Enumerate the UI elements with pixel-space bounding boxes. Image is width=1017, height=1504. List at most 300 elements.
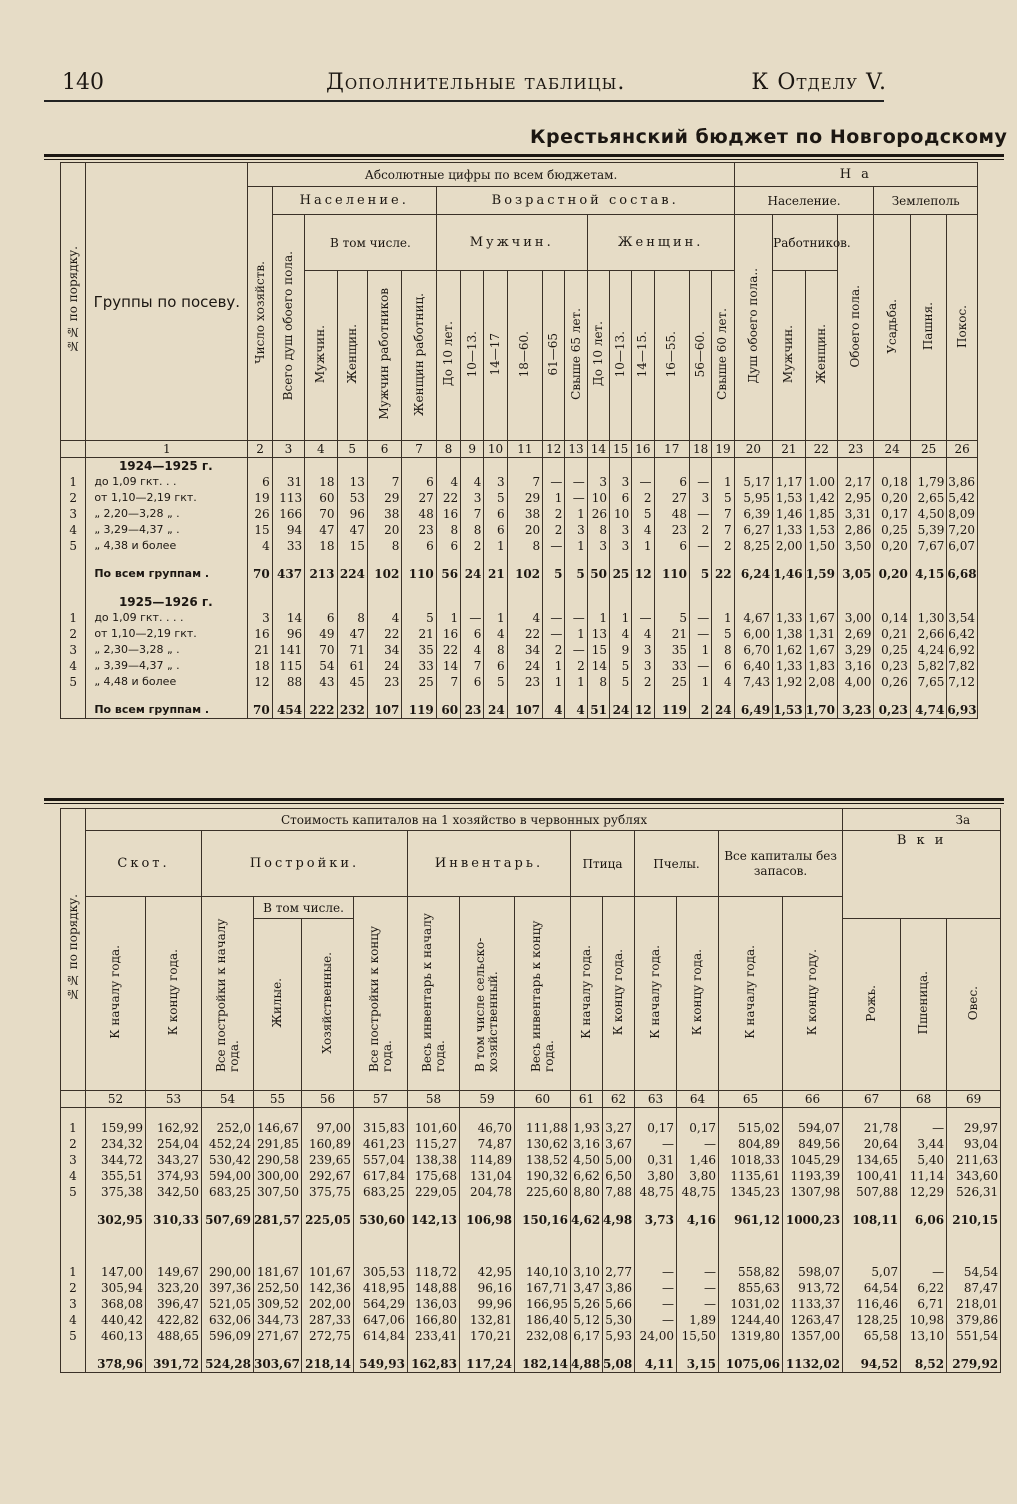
spacer-cell bbox=[408, 1200, 460, 1212]
row-number: 5 bbox=[61, 1184, 86, 1200]
data-cell: — bbox=[677, 1296, 719, 1312]
column-number: 20 bbox=[734, 441, 772, 458]
page-number: 140 bbox=[62, 70, 104, 95]
spacer-cell bbox=[719, 1344, 783, 1356]
data-cell: 1,93 bbox=[571, 1120, 603, 1136]
data-cell: 3,31 bbox=[837, 506, 873, 522]
data-cell: 6,00 bbox=[734, 626, 772, 642]
data-cell: 4,67 bbox=[734, 610, 772, 626]
blank-cell bbox=[609, 594, 631, 610]
data-cell: 14 bbox=[272, 610, 304, 626]
data-cell: 22 bbox=[507, 626, 542, 642]
data-cell: 5 bbox=[654, 610, 689, 626]
data-cell: 2 bbox=[461, 538, 484, 554]
separator-rule-thin bbox=[44, 803, 1004, 804]
data-cell: — bbox=[635, 1296, 677, 1312]
total-cell: 24 bbox=[461, 566, 484, 582]
data-cell: 1045,29 bbox=[783, 1152, 843, 1168]
column-number: 2 bbox=[248, 441, 272, 458]
data-cell: 271,67 bbox=[254, 1328, 302, 1344]
data-cell: 1 bbox=[632, 538, 654, 554]
data-cell: 140,10 bbox=[515, 1264, 571, 1280]
data-cell: 204,78 bbox=[460, 1184, 515, 1200]
blank-cell bbox=[337, 594, 367, 610]
row-number: 1 bbox=[61, 474, 86, 490]
data-cell: 8 bbox=[712, 642, 734, 658]
data-cell: 21,78 bbox=[843, 1120, 901, 1136]
spacer-cell bbox=[805, 582, 837, 594]
spacer-cell bbox=[515, 1228, 571, 1240]
spacer-cell bbox=[461, 582, 484, 594]
column-number: 56 bbox=[302, 1091, 354, 1108]
data-cell: — bbox=[690, 506, 712, 522]
spacer-cell bbox=[354, 1252, 408, 1264]
spacer-cell bbox=[901, 1200, 947, 1212]
row-number: 3 bbox=[61, 1152, 86, 1168]
table-row bbox=[61, 506, 978, 522]
data-cell: 35 bbox=[402, 642, 436, 658]
spacer-cell bbox=[272, 554, 304, 566]
data-cell: 5 bbox=[609, 658, 631, 674]
table-row bbox=[61, 1264, 1001, 1280]
data-cell: — bbox=[677, 1280, 719, 1296]
data-cell: 804,89 bbox=[719, 1136, 783, 1152]
data-cell: 114,89 bbox=[460, 1152, 515, 1168]
column-number: 15 bbox=[609, 441, 631, 458]
spacer-cell bbox=[783, 1240, 843, 1252]
data-cell: 70 bbox=[305, 642, 337, 658]
column-number: 16 bbox=[632, 441, 654, 458]
spacer-cell bbox=[146, 1252, 202, 1264]
spacer-cell bbox=[484, 554, 507, 566]
data-cell: 849,56 bbox=[783, 1136, 843, 1152]
spacer-cell bbox=[86, 1240, 146, 1252]
spacer-cell bbox=[603, 1108, 635, 1121]
col-header-15: 14—15. bbox=[632, 271, 654, 441]
data-cell: 116,46 bbox=[843, 1296, 901, 1312]
right-header: Н а bbox=[734, 163, 977, 187]
data-cell: 8 bbox=[461, 522, 484, 538]
data-cell: 8,25 bbox=[734, 538, 772, 554]
column-number: 17 bbox=[654, 441, 689, 458]
row-number: 3 bbox=[61, 506, 86, 522]
row-number bbox=[61, 458, 86, 475]
data-cell: 355,51 bbox=[86, 1168, 146, 1184]
total-cell: 24 bbox=[484, 702, 507, 719]
spacer-cell bbox=[632, 690, 654, 702]
data-cell: 7 bbox=[367, 474, 401, 490]
total-cell: 1,46 bbox=[773, 566, 805, 582]
spacer-row bbox=[61, 1108, 1001, 1121]
spacer-cell bbox=[515, 1108, 571, 1121]
all-capital-header: Все капиталы без запасов. bbox=[719, 831, 843, 897]
data-cell: 1 bbox=[690, 674, 712, 690]
data-cell: 855,63 bbox=[719, 1280, 783, 1296]
column-number: 25 bbox=[910, 441, 946, 458]
spacer-cell bbox=[408, 1108, 460, 1121]
bcol-header-17: Пшеница. bbox=[901, 919, 947, 1091]
group-label: „ 2,30—3,28 „ . bbox=[86, 642, 248, 658]
data-cell: 64,54 bbox=[843, 1280, 901, 1296]
total-cell: 1000,23 bbox=[783, 1212, 843, 1228]
spacer-cell bbox=[654, 690, 689, 702]
men-header: Мужчин. bbox=[436, 215, 587, 271]
spacer-cell bbox=[603, 1344, 635, 1356]
spacer-cell bbox=[565, 554, 587, 566]
column-number: 65 bbox=[719, 1091, 783, 1108]
data-cell: 3 bbox=[565, 522, 587, 538]
cost-header: Стоимость капиталов на 1 хозяйство в червонных рублях bbox=[86, 809, 843, 831]
spacer-cell bbox=[947, 1344, 1001, 1356]
data-cell: 71 bbox=[337, 642, 367, 658]
data-cell: 22 bbox=[436, 490, 460, 506]
data-cell: 3 bbox=[587, 538, 609, 554]
data-cell: 2,66 bbox=[910, 626, 946, 642]
blank-cell bbox=[690, 594, 712, 610]
data-cell: 46,70 bbox=[460, 1120, 515, 1136]
data-cell: 3 bbox=[587, 474, 609, 490]
data-cell: 23 bbox=[402, 522, 436, 538]
spacer-cell bbox=[86, 582, 248, 594]
column-number: 58 bbox=[408, 1091, 460, 1108]
data-cell: 2,95 bbox=[837, 490, 873, 506]
data-cell: 24 bbox=[507, 658, 542, 674]
spacer-cell bbox=[783, 1108, 843, 1121]
total-cell: 454 bbox=[272, 702, 304, 719]
spacer-cell bbox=[947, 1108, 1001, 1121]
column-number: 26 bbox=[947, 441, 978, 458]
data-cell: 344,73 bbox=[254, 1312, 302, 1328]
data-cell: 16 bbox=[436, 506, 460, 522]
spacer-cell bbox=[677, 1108, 719, 1121]
row-number: 1 bbox=[61, 1264, 86, 1280]
data-cell: 48,75 bbox=[635, 1184, 677, 1200]
total-cell: 530,60 bbox=[354, 1212, 408, 1228]
data-cell: 134,65 bbox=[843, 1152, 901, 1168]
spacer-cell bbox=[837, 582, 873, 594]
data-cell: 460,13 bbox=[86, 1328, 146, 1344]
blank-cell bbox=[436, 594, 460, 610]
data-cell: 343,60 bbox=[947, 1168, 1001, 1184]
table-row bbox=[61, 1328, 1001, 1344]
data-cell: 99,96 bbox=[460, 1296, 515, 1312]
data-cell: 5 bbox=[402, 610, 436, 626]
blank-cell bbox=[910, 594, 946, 610]
blank-cell bbox=[461, 594, 484, 610]
blank-cell bbox=[874, 594, 910, 610]
total-cell: 4,98 bbox=[603, 1212, 635, 1228]
total-cell: 1,59 bbox=[805, 566, 837, 582]
data-cell: 1 bbox=[484, 538, 507, 554]
bottom-table bbox=[60, 808, 1001, 1373]
data-cell: 3,50 bbox=[837, 538, 873, 554]
total-cell: 4 bbox=[543, 702, 565, 719]
col-header-25: Покос. bbox=[947, 215, 978, 441]
spacer-cell bbox=[901, 1252, 947, 1264]
data-cell: 3 bbox=[632, 642, 654, 658]
row-number: 4 bbox=[61, 1168, 86, 1184]
data-cell: 18 bbox=[305, 474, 337, 490]
total-cell: 6,24 bbox=[734, 566, 772, 582]
col-header-19: Душ обоего пола.. bbox=[734, 215, 772, 441]
spacer-cell bbox=[515, 1252, 571, 1264]
total-row bbox=[61, 702, 978, 719]
blank-cell bbox=[805, 594, 837, 610]
data-cell: 3,86 bbox=[947, 474, 978, 490]
col-header-4: Женщин. bbox=[337, 271, 367, 441]
data-cell: 128,25 bbox=[843, 1312, 901, 1328]
spacer-cell bbox=[254, 1344, 302, 1356]
column-number: 63 bbox=[635, 1091, 677, 1108]
col-header-21: Женщин. bbox=[805, 271, 837, 441]
data-cell: 1 bbox=[436, 610, 460, 626]
data-cell: 558,82 bbox=[719, 1264, 783, 1280]
spacer-cell bbox=[609, 554, 631, 566]
total-cell: 302,95 bbox=[86, 1212, 146, 1228]
data-cell: 23 bbox=[367, 674, 401, 690]
data-cell: 291,85 bbox=[254, 1136, 302, 1152]
column-number: 6 bbox=[367, 441, 401, 458]
data-cell: 3 bbox=[248, 610, 272, 626]
bcol-header-14: К началу года. bbox=[719, 897, 783, 1091]
spacer-cell bbox=[843, 1108, 901, 1121]
row-number: 2 bbox=[61, 1280, 86, 1296]
data-cell: 23 bbox=[654, 522, 689, 538]
col-header-7: До 10 лет. bbox=[436, 271, 460, 441]
data-cell: 16 bbox=[248, 626, 272, 642]
data-cell: 305,53 bbox=[354, 1264, 408, 1280]
spacer-cell bbox=[654, 554, 689, 566]
data-cell: 1,89 bbox=[677, 1312, 719, 1328]
total-cell: 119 bbox=[654, 702, 689, 719]
spacer-cell bbox=[354, 1108, 408, 1121]
row-no-header: №№ по порядку. bbox=[61, 809, 86, 1091]
spacer-cell bbox=[910, 582, 946, 594]
spacer-cell bbox=[712, 554, 734, 566]
data-cell: 5 bbox=[632, 506, 654, 522]
data-cell: 45 bbox=[337, 674, 367, 690]
data-cell: 13,10 bbox=[901, 1328, 947, 1344]
column-number: 9 bbox=[461, 441, 484, 458]
spacer-cell bbox=[460, 1240, 515, 1252]
data-cell: 1,62 bbox=[773, 642, 805, 658]
total-cell: 225,05 bbox=[302, 1212, 354, 1228]
bcol-header-13: К концу года. bbox=[677, 897, 719, 1091]
row-number: 4 bbox=[61, 658, 86, 674]
header-rule bbox=[44, 100, 884, 102]
data-cell: 0,17 bbox=[874, 506, 910, 522]
spacer-cell bbox=[603, 1200, 635, 1212]
spacer-cell bbox=[843, 1252, 901, 1264]
total-cell: 119 bbox=[402, 702, 436, 719]
row-number: 2 bbox=[61, 1136, 86, 1152]
data-cell: 20 bbox=[507, 522, 542, 538]
total-cell: 106,98 bbox=[460, 1212, 515, 1228]
data-cell: — bbox=[690, 610, 712, 626]
spacer-cell bbox=[603, 1228, 635, 1240]
bcol-header-9: Весь инвентарь к концу года. bbox=[515, 897, 571, 1091]
data-cell: 6 bbox=[305, 610, 337, 626]
total-cell: 110 bbox=[402, 566, 436, 582]
data-cell: 65,58 bbox=[843, 1328, 901, 1344]
blank-cell bbox=[837, 458, 873, 475]
data-cell: — bbox=[901, 1264, 947, 1280]
blank-cell bbox=[690, 458, 712, 475]
age-header: Возрастной состав. bbox=[436, 187, 734, 215]
data-cell: 1,17 bbox=[773, 474, 805, 490]
total-cell: 224 bbox=[337, 566, 367, 582]
data-cell: — bbox=[690, 538, 712, 554]
total-cell: 3,73 bbox=[635, 1212, 677, 1228]
data-cell: 13 bbox=[337, 474, 367, 490]
data-cell: 15 bbox=[337, 538, 367, 554]
data-cell: 2 bbox=[690, 522, 712, 538]
spacer-cell bbox=[254, 1200, 302, 1212]
table-row bbox=[61, 538, 978, 554]
data-cell: 1031,02 bbox=[719, 1296, 783, 1312]
data-cell: 2 bbox=[543, 522, 565, 538]
data-cell: 7,88 bbox=[603, 1184, 635, 1200]
data-cell: 130,62 bbox=[515, 1136, 571, 1152]
total-cell: 281,57 bbox=[254, 1213, 300, 1227]
blank-cell bbox=[874, 458, 910, 475]
data-cell: 1307,98 bbox=[783, 1184, 843, 1200]
data-cell: 4,50 bbox=[910, 506, 946, 522]
spacer-cell bbox=[719, 1200, 783, 1212]
data-cell: 2,86 bbox=[837, 522, 873, 538]
data-cell: 70 bbox=[305, 506, 337, 522]
data-cell: 6,70 bbox=[734, 642, 772, 658]
data-cell: — bbox=[901, 1120, 947, 1136]
spacer-cell bbox=[408, 1240, 460, 1252]
data-cell: 166,95 bbox=[515, 1296, 571, 1312]
spacer-cell bbox=[461, 690, 484, 702]
data-cell: 11,14 bbox=[901, 1168, 947, 1184]
data-cell: 233,41 bbox=[408, 1328, 460, 1344]
data-cell: 7,67 bbox=[910, 538, 946, 554]
col-header-20: Мужчин. bbox=[773, 271, 805, 441]
data-cell: — bbox=[565, 490, 587, 506]
spacer-cell bbox=[635, 1108, 677, 1121]
data-cell: 0,26 bbox=[874, 674, 910, 690]
bcol-header-4: Жилые. bbox=[254, 919, 302, 1091]
column-number: 7 bbox=[402, 441, 436, 458]
data-cell: 29,97 bbox=[947, 1120, 1001, 1136]
data-cell: 9 bbox=[609, 642, 631, 658]
data-cell: 7,20 bbox=[947, 522, 978, 538]
data-cell: 594,07 bbox=[783, 1120, 843, 1136]
col-header-6: Женщин работниц. bbox=[402, 271, 436, 441]
title-rule-thin bbox=[44, 159, 1004, 160]
spacer-row bbox=[61, 1240, 1001, 1252]
data-cell: 10 bbox=[609, 506, 631, 522]
spacer-cell bbox=[460, 1252, 515, 1264]
total-cell: 391,72 bbox=[146, 1356, 202, 1373]
group-label: от 1,10—2,19 гкт. bbox=[86, 626, 248, 642]
spacer-cell bbox=[86, 1228, 146, 1240]
spacer-cell bbox=[565, 582, 587, 594]
data-cell: 229,05 bbox=[408, 1184, 460, 1200]
spacer-cell bbox=[874, 690, 910, 702]
spacer-cell bbox=[202, 1228, 254, 1240]
data-cell: 507,88 bbox=[843, 1184, 901, 1200]
spacer-cell bbox=[254, 1108, 302, 1121]
data-cell: 2 bbox=[543, 506, 565, 522]
spacer-cell bbox=[565, 690, 587, 702]
total-cell: 378,96 bbox=[86, 1356, 146, 1373]
total-cell: 279,92 bbox=[947, 1356, 1001, 1373]
blank-cell bbox=[305, 594, 337, 610]
data-cell: 3,54 bbox=[947, 610, 978, 626]
group-label: „ 2,20—3,28 „ . bbox=[86, 506, 248, 522]
data-cell: 3,80 bbox=[677, 1168, 719, 1184]
data-cell: 1 bbox=[484, 610, 507, 626]
spacer-cell bbox=[837, 554, 873, 566]
data-cell: 162,92 bbox=[146, 1120, 202, 1136]
data-cell: 24 bbox=[367, 658, 401, 674]
data-cell: 8 bbox=[507, 538, 542, 554]
data-cell: 87,47 bbox=[947, 1280, 1001, 1296]
spacer-cell bbox=[146, 1228, 202, 1240]
data-cell: 3,47 bbox=[571, 1280, 603, 1296]
data-cell: 138,52 bbox=[515, 1152, 571, 1168]
data-cell: 4,00 bbox=[837, 674, 873, 690]
data-cell: 4 bbox=[609, 626, 631, 642]
spacer-cell bbox=[302, 1200, 354, 1212]
data-cell: 29 bbox=[367, 490, 401, 506]
spacer-cell bbox=[843, 1240, 901, 1252]
spacer-cell bbox=[202, 1344, 254, 1356]
column-number: 22 bbox=[805, 441, 837, 458]
data-cell: 101,67 bbox=[302, 1264, 354, 1280]
data-cell: 1 bbox=[565, 538, 587, 554]
data-cell: 8,09 bbox=[947, 506, 978, 522]
total-row bbox=[61, 566, 978, 582]
women-header: Женщин. bbox=[587, 215, 734, 271]
data-cell: 2 bbox=[632, 674, 654, 690]
data-cell: 61 bbox=[337, 658, 367, 674]
bcol-header-8: В том числе сельско-хозяйственный. bbox=[460, 897, 515, 1091]
column-number: 57 bbox=[354, 1091, 408, 1108]
data-cell: 115 bbox=[272, 658, 304, 674]
data-cell: 6,62 bbox=[571, 1168, 603, 1184]
data-cell: 4 bbox=[248, 538, 272, 554]
data-cell: 1 bbox=[609, 610, 631, 626]
total-cell: 24 bbox=[609, 702, 631, 719]
column-number: 13 bbox=[565, 441, 587, 458]
data-cell: 4 bbox=[367, 610, 401, 626]
total-cell: 961,12 bbox=[719, 1212, 783, 1228]
data-cell: 1.00 bbox=[805, 474, 837, 490]
data-cell: 7,82 bbox=[947, 658, 978, 674]
data-cell: — bbox=[543, 610, 565, 626]
blank-cell bbox=[910, 458, 946, 475]
total-cell: 1,53 bbox=[773, 702, 805, 719]
data-cell: — bbox=[461, 610, 484, 626]
total-cell: 437 bbox=[272, 566, 304, 582]
data-cell: 6,71 bbox=[901, 1296, 947, 1312]
data-cell: 6 bbox=[461, 674, 484, 690]
data-cell: 1357,00 bbox=[783, 1328, 843, 1344]
column-number: 21 bbox=[773, 441, 805, 458]
spacer-cell bbox=[734, 690, 772, 702]
data-cell: 2,17 bbox=[837, 474, 873, 490]
data-cell: 7 bbox=[461, 658, 484, 674]
group-label: „ 3,29—4,37 „ . bbox=[86, 522, 248, 538]
data-cell: 375,38 bbox=[86, 1184, 146, 1200]
blank-cell bbox=[402, 458, 436, 475]
total-cell: 232 bbox=[337, 702, 367, 719]
